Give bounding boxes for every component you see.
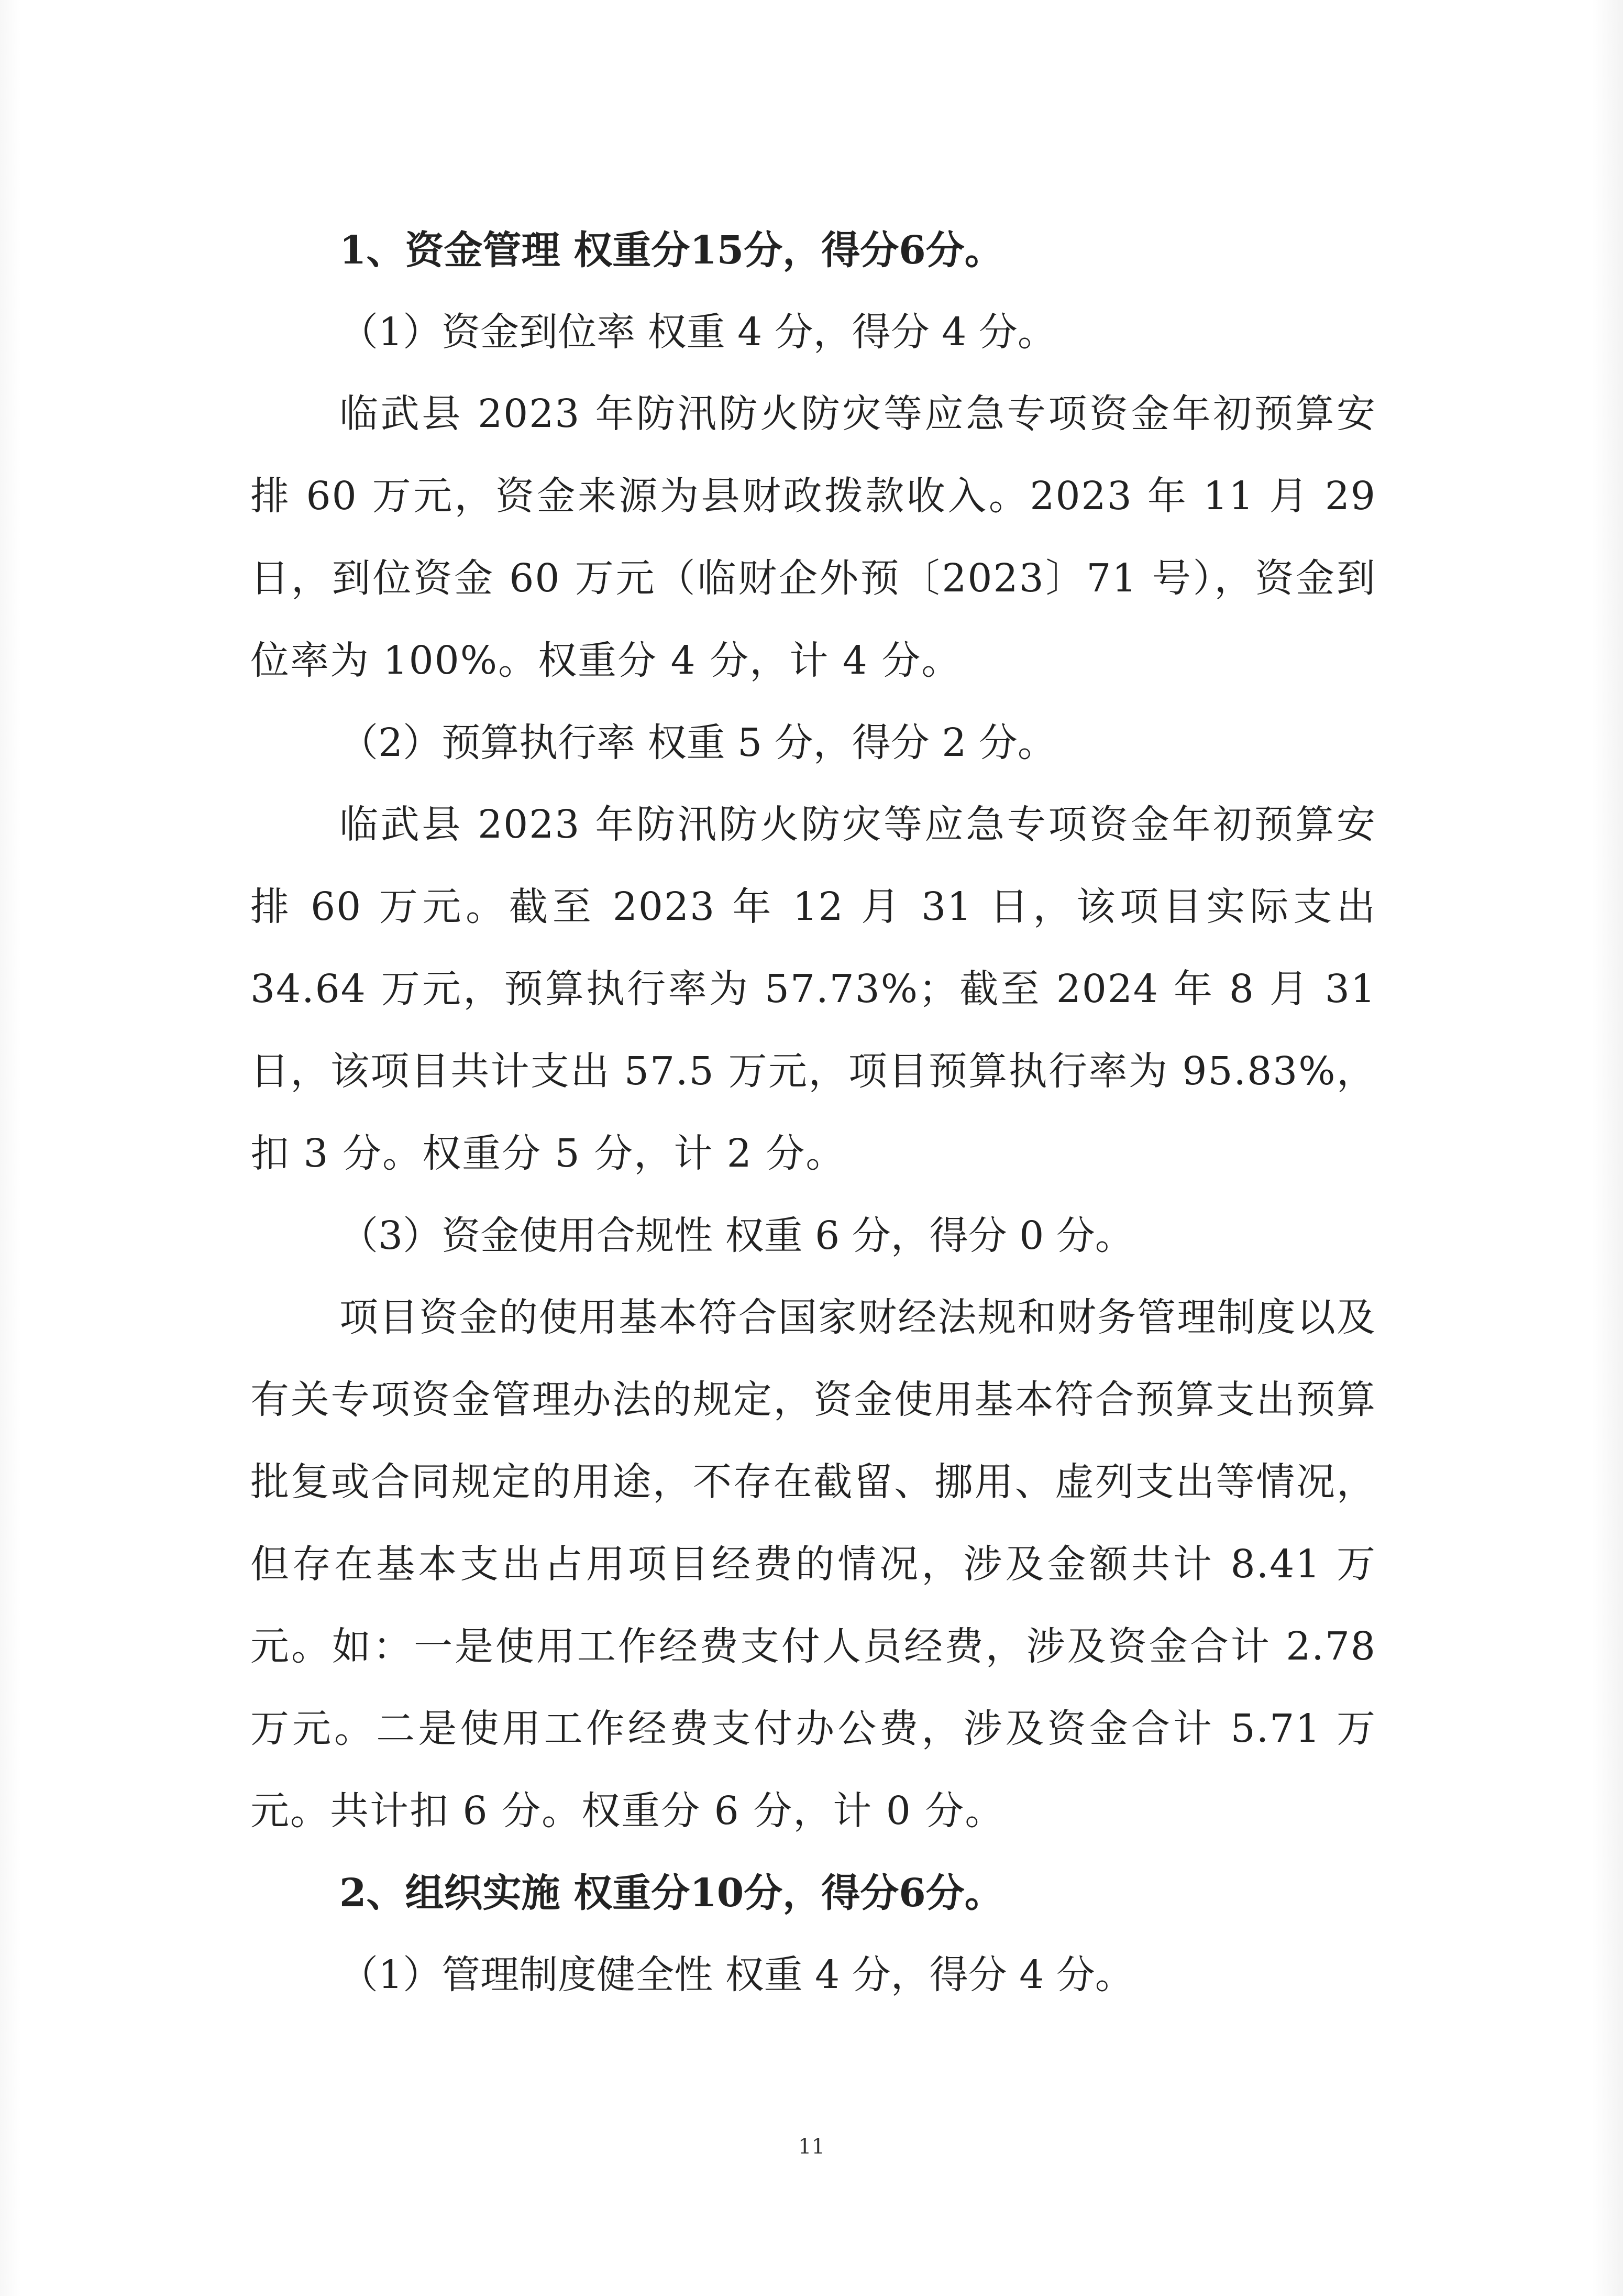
section-heading-organization-implementation: 2、组织实施 权重分10分，得分6分。	[339, 1871, 1003, 1916]
section-heading-fund-management: 1、资金管理 权重分15分，得分6分。	[339, 228, 1003, 273]
item-heading-management-system: （1）管理制度健全性 权重 4 分，得分 4 分。	[339, 1952, 1134, 1997]
paragraph-fund-arrival-rate: 临武县 2023 年防汛防火防灾等应急专项资金年初预算安排 60 万元，资金来源为县财政拨款收入。2023 年 11 月 29 日，到位资金 60 万元（临财企外预〔2023〕71 号），资金到位率为 100%。权重分 4 分，计 4 分。	[250, 391, 1376, 683]
page-number: 11	[798, 2135, 825, 2159]
paragraph-budget-execution-rate: 临武县 2023 年防汛防火防灾等应急专项资金年初预算安排 60 万元。截至 2023 年 12 月 31 日，该项目实际支出 34.64 万元，预算执行率为 57.73%；截至 2024 年 8 月 31 日，该项目共计支出 57.5 万元，项目预算执行率为 95.83%，扣 3 分。权重分 5 分，计 2 分。	[250, 802, 1376, 1176]
document-body	[250, 210, 1376, 2016]
item-heading-fund-compliance: （3）资金使用合规性 权重 6 分，得分 0 分。	[339, 1213, 1134, 1258]
item-heading-budget-execution-rate: （2）预算执行率 权重 5 分，得分 2 分。	[339, 720, 1056, 765]
paragraph-fund-compliance: 项目资金的使用基本符合国家财经法规和财务管理制度以及有关专项资金管理办法的规定，资金使用基本符合预算支出预算批复或合同规定的用途，不存在截留、挪用、虚列支出等情况，但存在基本支出占用项目经费的情况，涉及金额共计 8.41 万元。如：一是使用工作经费支付人员经费，涉及资金合计 2.78 万元。二是使用工作经费支付办公费，涉及资金合计 5.71 万元。共计扣 6 分。权重分 6 分，计 0 分。	[250, 1295, 1376, 1833]
item-heading-fund-arrival-rate: （1）资金到位率 权重 4 分，得分 4 分。	[339, 310, 1056, 355]
